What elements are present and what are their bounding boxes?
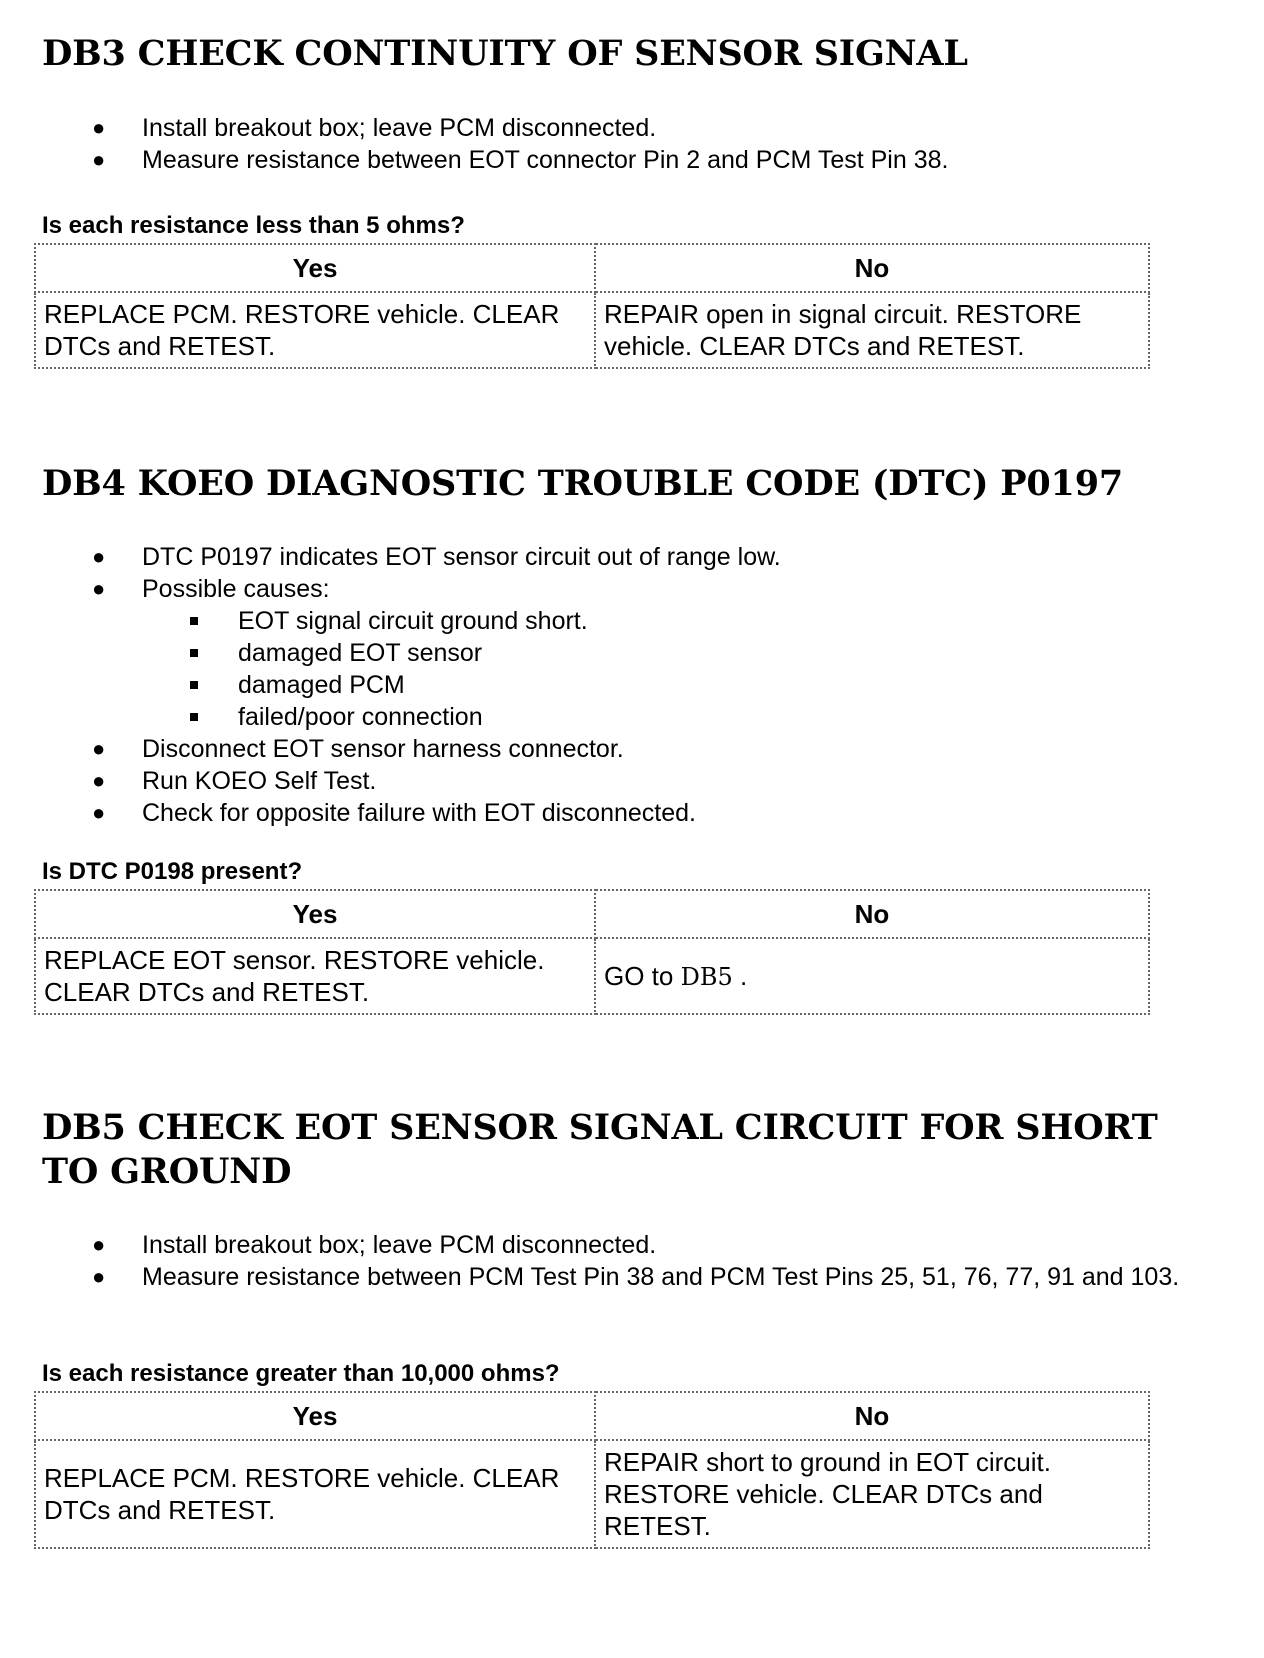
list-item: ● Possible causes: EOT signal circuit ground short. damaged EOT sensor damaged PCM failed/poor connection	[0, 573, 1264, 733]
db5-question: Is each resistance greater than 10,000 ohms?	[42, 1360, 560, 1387]
list-item: EOT signal circuit ground short.	[140, 605, 1264, 637]
no-cell: GO to DB5 .	[595, 938, 1149, 1014]
db5-result-table	[34, 1391, 1150, 1549]
db3-bullet-list	[0, 112, 1264, 176]
no-cell: REPAIR open in signal circuit. RESTORE vehicle. CLEAR DTCs and RETEST.	[595, 292, 1149, 368]
yes-header: Yes	[35, 890, 595, 938]
yes-cell: REPLACE PCM. RESTORE vehicle. CLEAR DTCs and RETEST.	[35, 1440, 595, 1548]
yes-cell: REPLACE EOT sensor. RESTORE vehicle. CLEAR DTCs and RETEST.	[35, 938, 595, 1014]
square-bullet-icon	[190, 713, 198, 721]
yes-header: Yes	[35, 1392, 595, 1440]
yes-header: Yes	[35, 244, 595, 292]
db4-title: DB4 KOEO DIAGNOSTIC TROUBLE CODE (DTC) P0197	[42, 463, 1124, 504]
list-item: ● Run KOEO Self Test.	[92, 767, 377, 795]
db4-question: Is DTC P0198 present?	[42, 858, 303, 885]
no-header: No	[595, 890, 1149, 938]
no-header: No	[595, 1392, 1149, 1440]
list-item: damaged PCM	[140, 669, 1264, 701]
list-item: ● Measure resistance between EOT connector Pin 2 and PCM Test Pin 38.	[92, 146, 949, 174]
db5-link[interactable]: DB5	[680, 962, 733, 991]
list-item: ● DTC P0197 indicates EOT sensor circuit out of range low.	[92, 543, 781, 571]
square-bullet-icon	[190, 649, 198, 657]
bullet-icon: ●	[92, 736, 106, 761]
causes-list	[142, 605, 1264, 733]
bullet-icon: ●	[92, 576, 106, 601]
db4-result-table	[34, 889, 1150, 1015]
db3-question: Is each resistance less than 5 ohms?	[42, 212, 465, 239]
square-bullet-icon	[190, 617, 198, 625]
yes-cell: REPLACE PCM. RESTORE vehicle. CLEAR DTCs and RETEST.	[35, 292, 595, 368]
db3-title: DB3 CHECK CONTINUITY OF SENSOR SIGNAL	[42, 33, 968, 74]
square-bullet-icon	[190, 681, 198, 689]
list-item: damaged EOT sensor	[140, 637, 1264, 669]
bullet-icon: ●	[92, 800, 106, 825]
list-item: ● Install breakout box; leave PCM disconnected.	[92, 114, 657, 142]
bullet-icon: ●	[92, 544, 106, 569]
bullet-icon: ●	[92, 1232, 106, 1257]
list-item: ● Measure resistance between PCM Test Pin 38 and PCM Test Pins 25, 51, 76, 77, 91 and 103.	[92, 1263, 1180, 1291]
list-item: ● Check for opposite failure with EOT disconnected.	[92, 799, 696, 827]
list-item: failed/poor connection	[140, 701, 1264, 733]
bullet-icon: ●	[92, 147, 106, 172]
db5-bullet-list	[0, 1229, 1264, 1293]
db5-title: DB5 CHECK EOT SENSOR SIGNAL CIRCUIT FOR SHORT TO GROUND	[42, 1107, 1158, 1192]
list-item: ● Disconnect EOT sensor harness connector.	[92, 735, 624, 763]
db3-result-table	[34, 243, 1150, 369]
bullet-icon: ●	[92, 768, 106, 793]
db4-bullet-list	[0, 541, 1264, 829]
list-item: ● Install breakout box; leave PCM disconnected.	[92, 1231, 657, 1259]
no-cell: REPAIR short to ground in EOT circuit. RESTORE vehicle. CLEAR DTCs and RETEST.	[595, 1440, 1149, 1548]
no-header: No	[595, 244, 1149, 292]
bullet-icon: ●	[92, 1264, 106, 1289]
bullet-icon: ●	[92, 115, 106, 140]
